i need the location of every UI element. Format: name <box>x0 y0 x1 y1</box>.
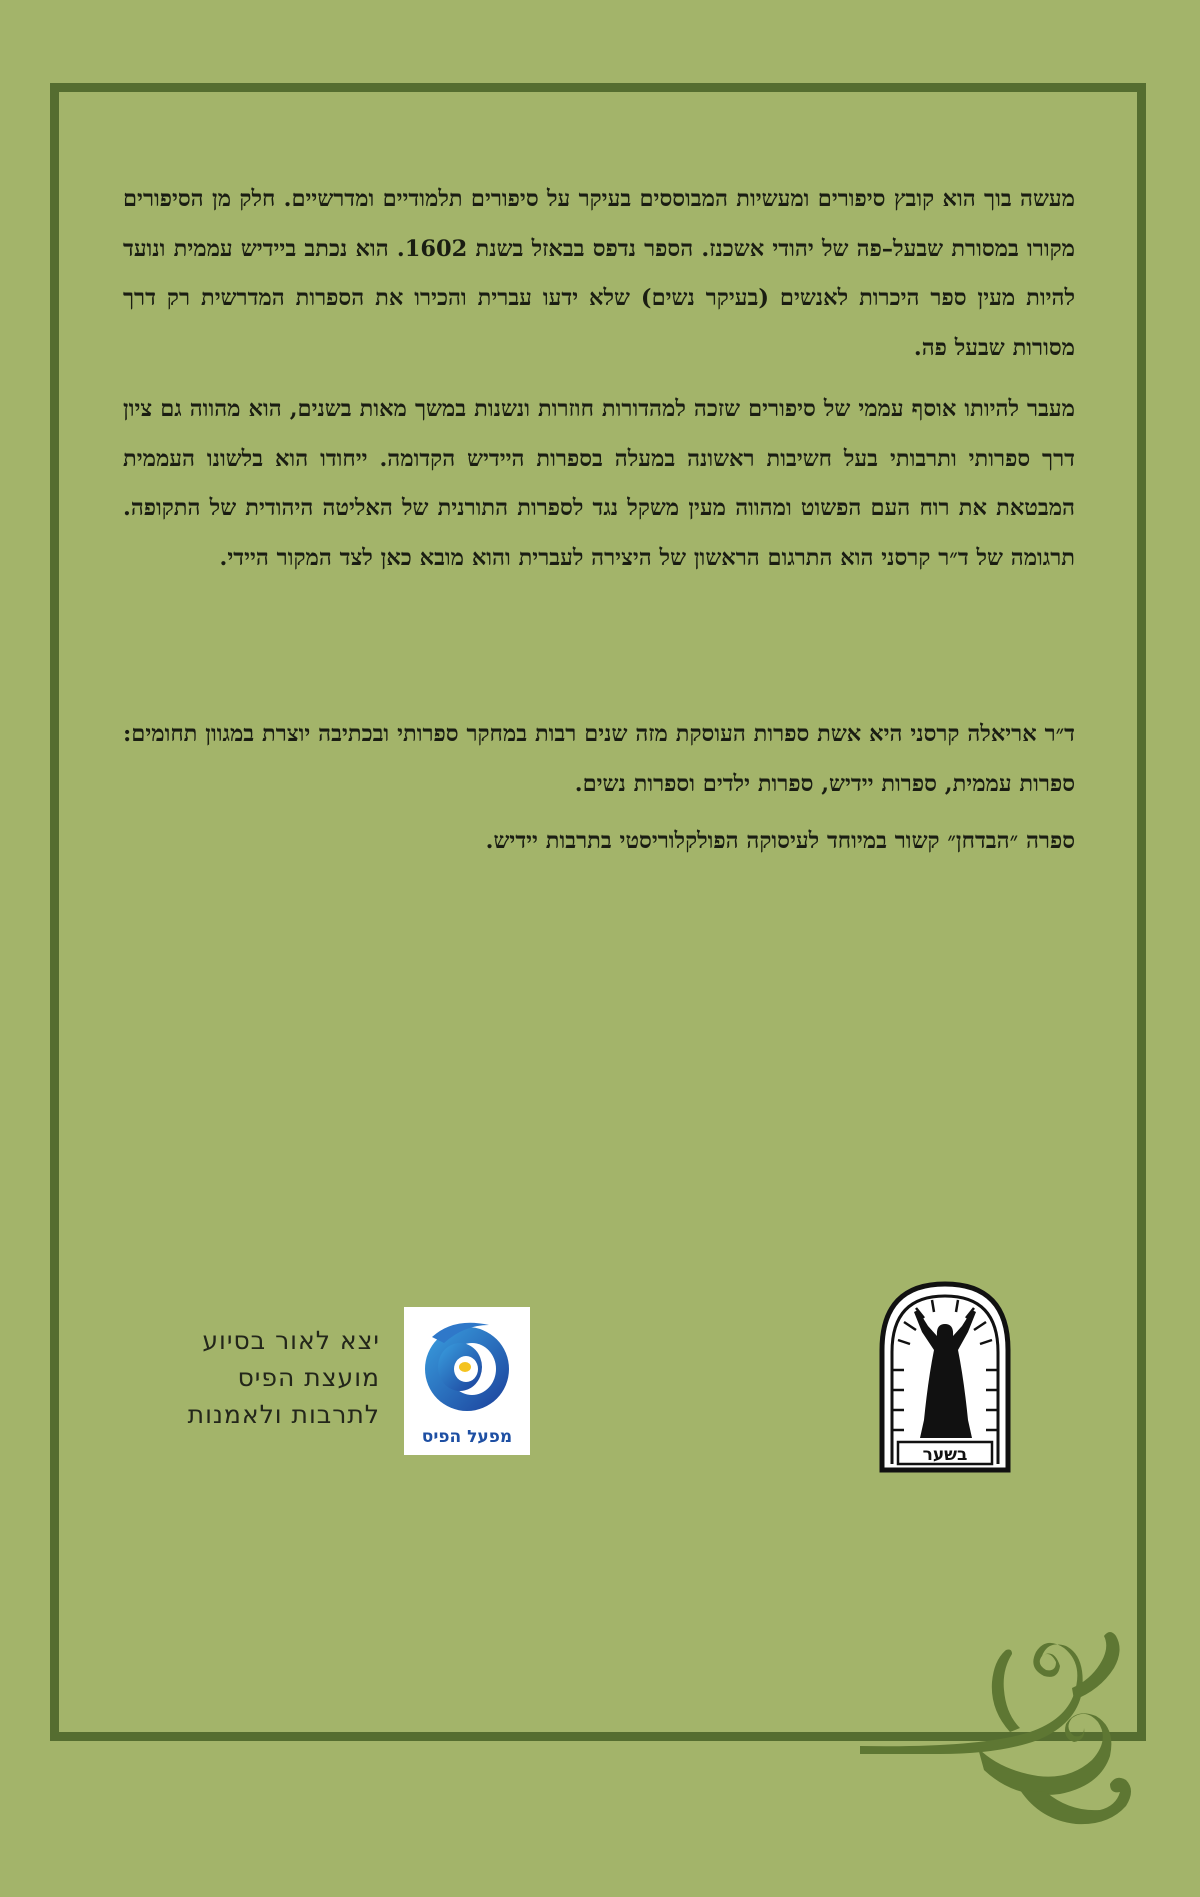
publisher-logo-label: בשער <box>922 1445 968 1465</box>
author-bio-paragraph: ד״ר אריאלה קרסני היא אשת ספרות העוסקת מזה שנים רבות במחקר ספרותי ובכתיבה יוצרת במגוון תחומים: ספרות עממית, ספרות יידיש, ספרות ילדים וספרות נשים. <box>123 721 1075 797</box>
pais-logo <box>404 1307 530 1455</box>
publisher-logo <box>876 1280 1014 1474</box>
support-line-3: לתרבות ולאמנות <box>187 1400 380 1429</box>
floral-corner-ornament <box>860 1620 1135 1830</box>
support-note <box>130 1322 380 1433</box>
author-book-note: ספרה ״הבדחן״ קשור במיוחד לעיסוקה הפולקלוריסטי בתרבות יידיש. <box>485 828 1075 854</box>
support-line-1: יצא לאור בסיוע <box>202 1326 380 1355</box>
back-cover-text <box>123 175 1075 854</box>
support-line-2: מועצת הפיס <box>237 1363 380 1392</box>
pais-logo-caption: מפעל הפיס <box>421 1427 513 1447</box>
blurb-paragraph-1: מעשה בוך הוא קובץ סיפורים ומעשיות המבוססים בעיקר על סיפורים תלמודיים ומדרשיים. חלק מן הסיפורים מקורו במסורת שבעל–פה של יהודי אשכנז. הספר נדפס בבאזל בשנת 1602. הוא נכתב ביידיש עממית ונועד להיות מעין ספר היכרות לאנשים (בעיקר נשים) שלא ידעו עברית והכירו את הספרות המדרשית רק דרך מסורות שבעל פה. <box>123 186 1075 361</box>
blurb-paragraph-2: מעבר להיותו אוסף עממי של סיפורים שזכה למהדורות חוזרות ונשנות במשך מאות בשנים, הוא מהווה גם ציון דרך ספרותי ותרבותי בעל חשיבות ראשונה במעלה בספרות היידיש הקדומה. ייחודו הוא בלשונו העממית המבטאת את רוח העם הפשוט ומהווה מעין משקל נגד לספרות התורנית של האליטה היהודית של התקופה. תרגומה של ד״ר קרסני הוא התרגום הראשון של היצירה לעברית והוא מובא כאן לצד המקור היידי. <box>123 396 1075 571</box>
pais-swirl-icon <box>404 1307 530 1422</box>
